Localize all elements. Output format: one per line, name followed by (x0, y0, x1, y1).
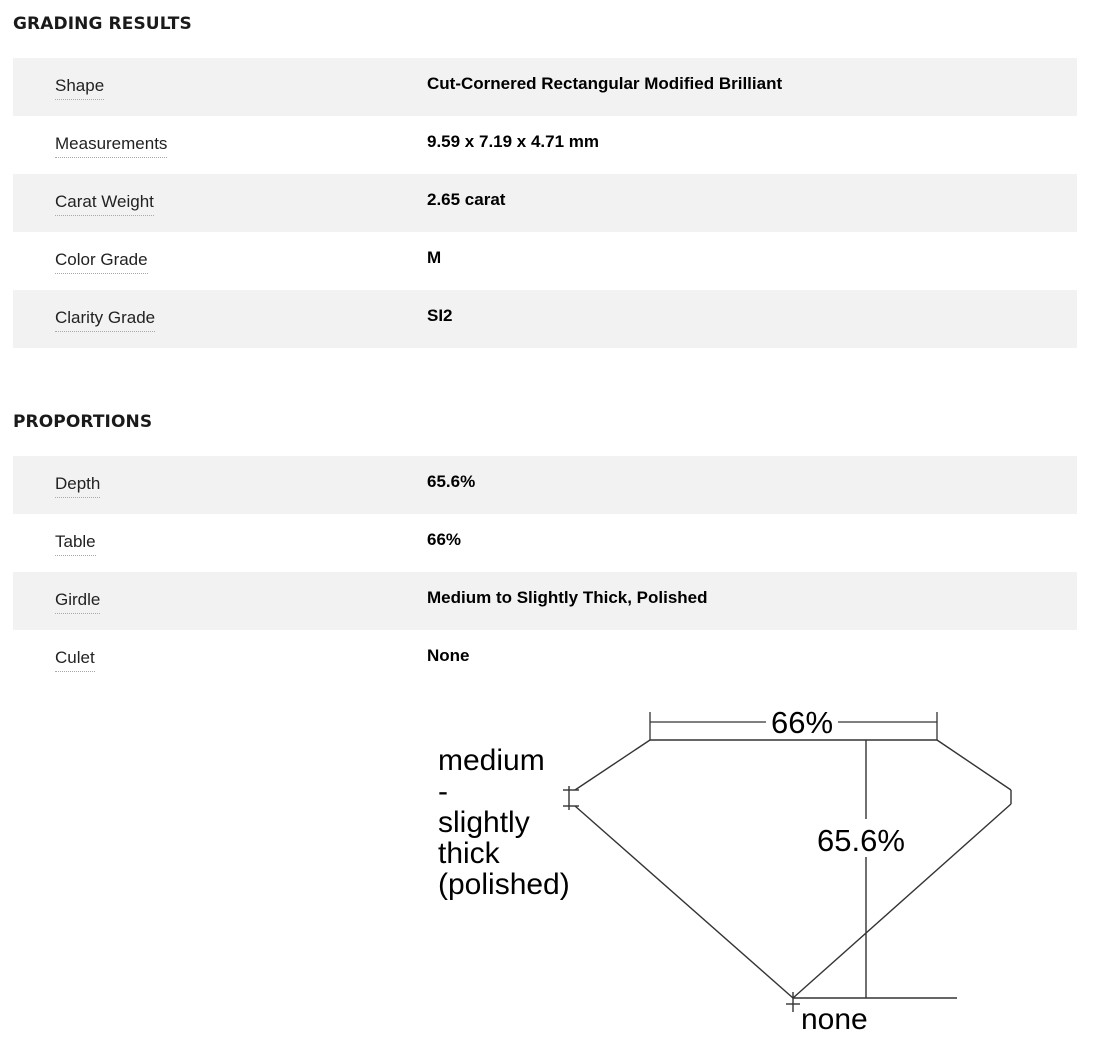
row-value: Medium to Slightly Thick, Polished (427, 588, 708, 607)
proportions-title: PROPORTIONS (13, 412, 153, 432)
girdle-label-line: medium (438, 744, 545, 777)
row-label[interactable]: Depth (55, 473, 100, 498)
diamond-outline (575, 740, 1011, 998)
depth-dimension-line (793, 740, 957, 998)
row-label[interactable]: Shape (55, 75, 104, 100)
culet-marker (786, 992, 800, 1012)
row-value: SI2 (427, 306, 453, 325)
row-value: 2.65 carat (427, 190, 506, 209)
row-value: 66% (427, 530, 462, 549)
girdle-label-line: thick (438, 837, 500, 870)
girdle-label-line: (polished) (438, 868, 570, 901)
row-label[interactable]: Clarity Grade (55, 307, 155, 332)
row-value: M (427, 248, 442, 267)
girdle-label-line: slightly (438, 806, 530, 839)
row-value: 65.6% (427, 472, 476, 491)
table-percent-label: 66% (770, 705, 834, 740)
girdle-label-line: - (438, 775, 448, 808)
girdle-marker (563, 786, 579, 810)
row-label[interactable]: Table (55, 531, 96, 556)
row-value: None (427, 646, 470, 665)
row-value: 9.59 x 7.19 x 4.71 mm (427, 132, 600, 151)
row-value: Cut-Cornered Rectangular Modified Brilliant (427, 74, 783, 93)
depth-percent-label: 65.6% (817, 823, 905, 858)
row-label[interactable]: Color Grade (55, 249, 148, 274)
grading-results-title: GRADING RESULTS (13, 14, 192, 34)
row-label[interactable]: Carat Weight (55, 191, 154, 216)
row-label[interactable]: Culet (55, 647, 95, 672)
culet-label: none (801, 1003, 868, 1036)
row-label[interactable]: Measurements (55, 133, 167, 158)
row-label[interactable]: Girdle (55, 589, 100, 614)
